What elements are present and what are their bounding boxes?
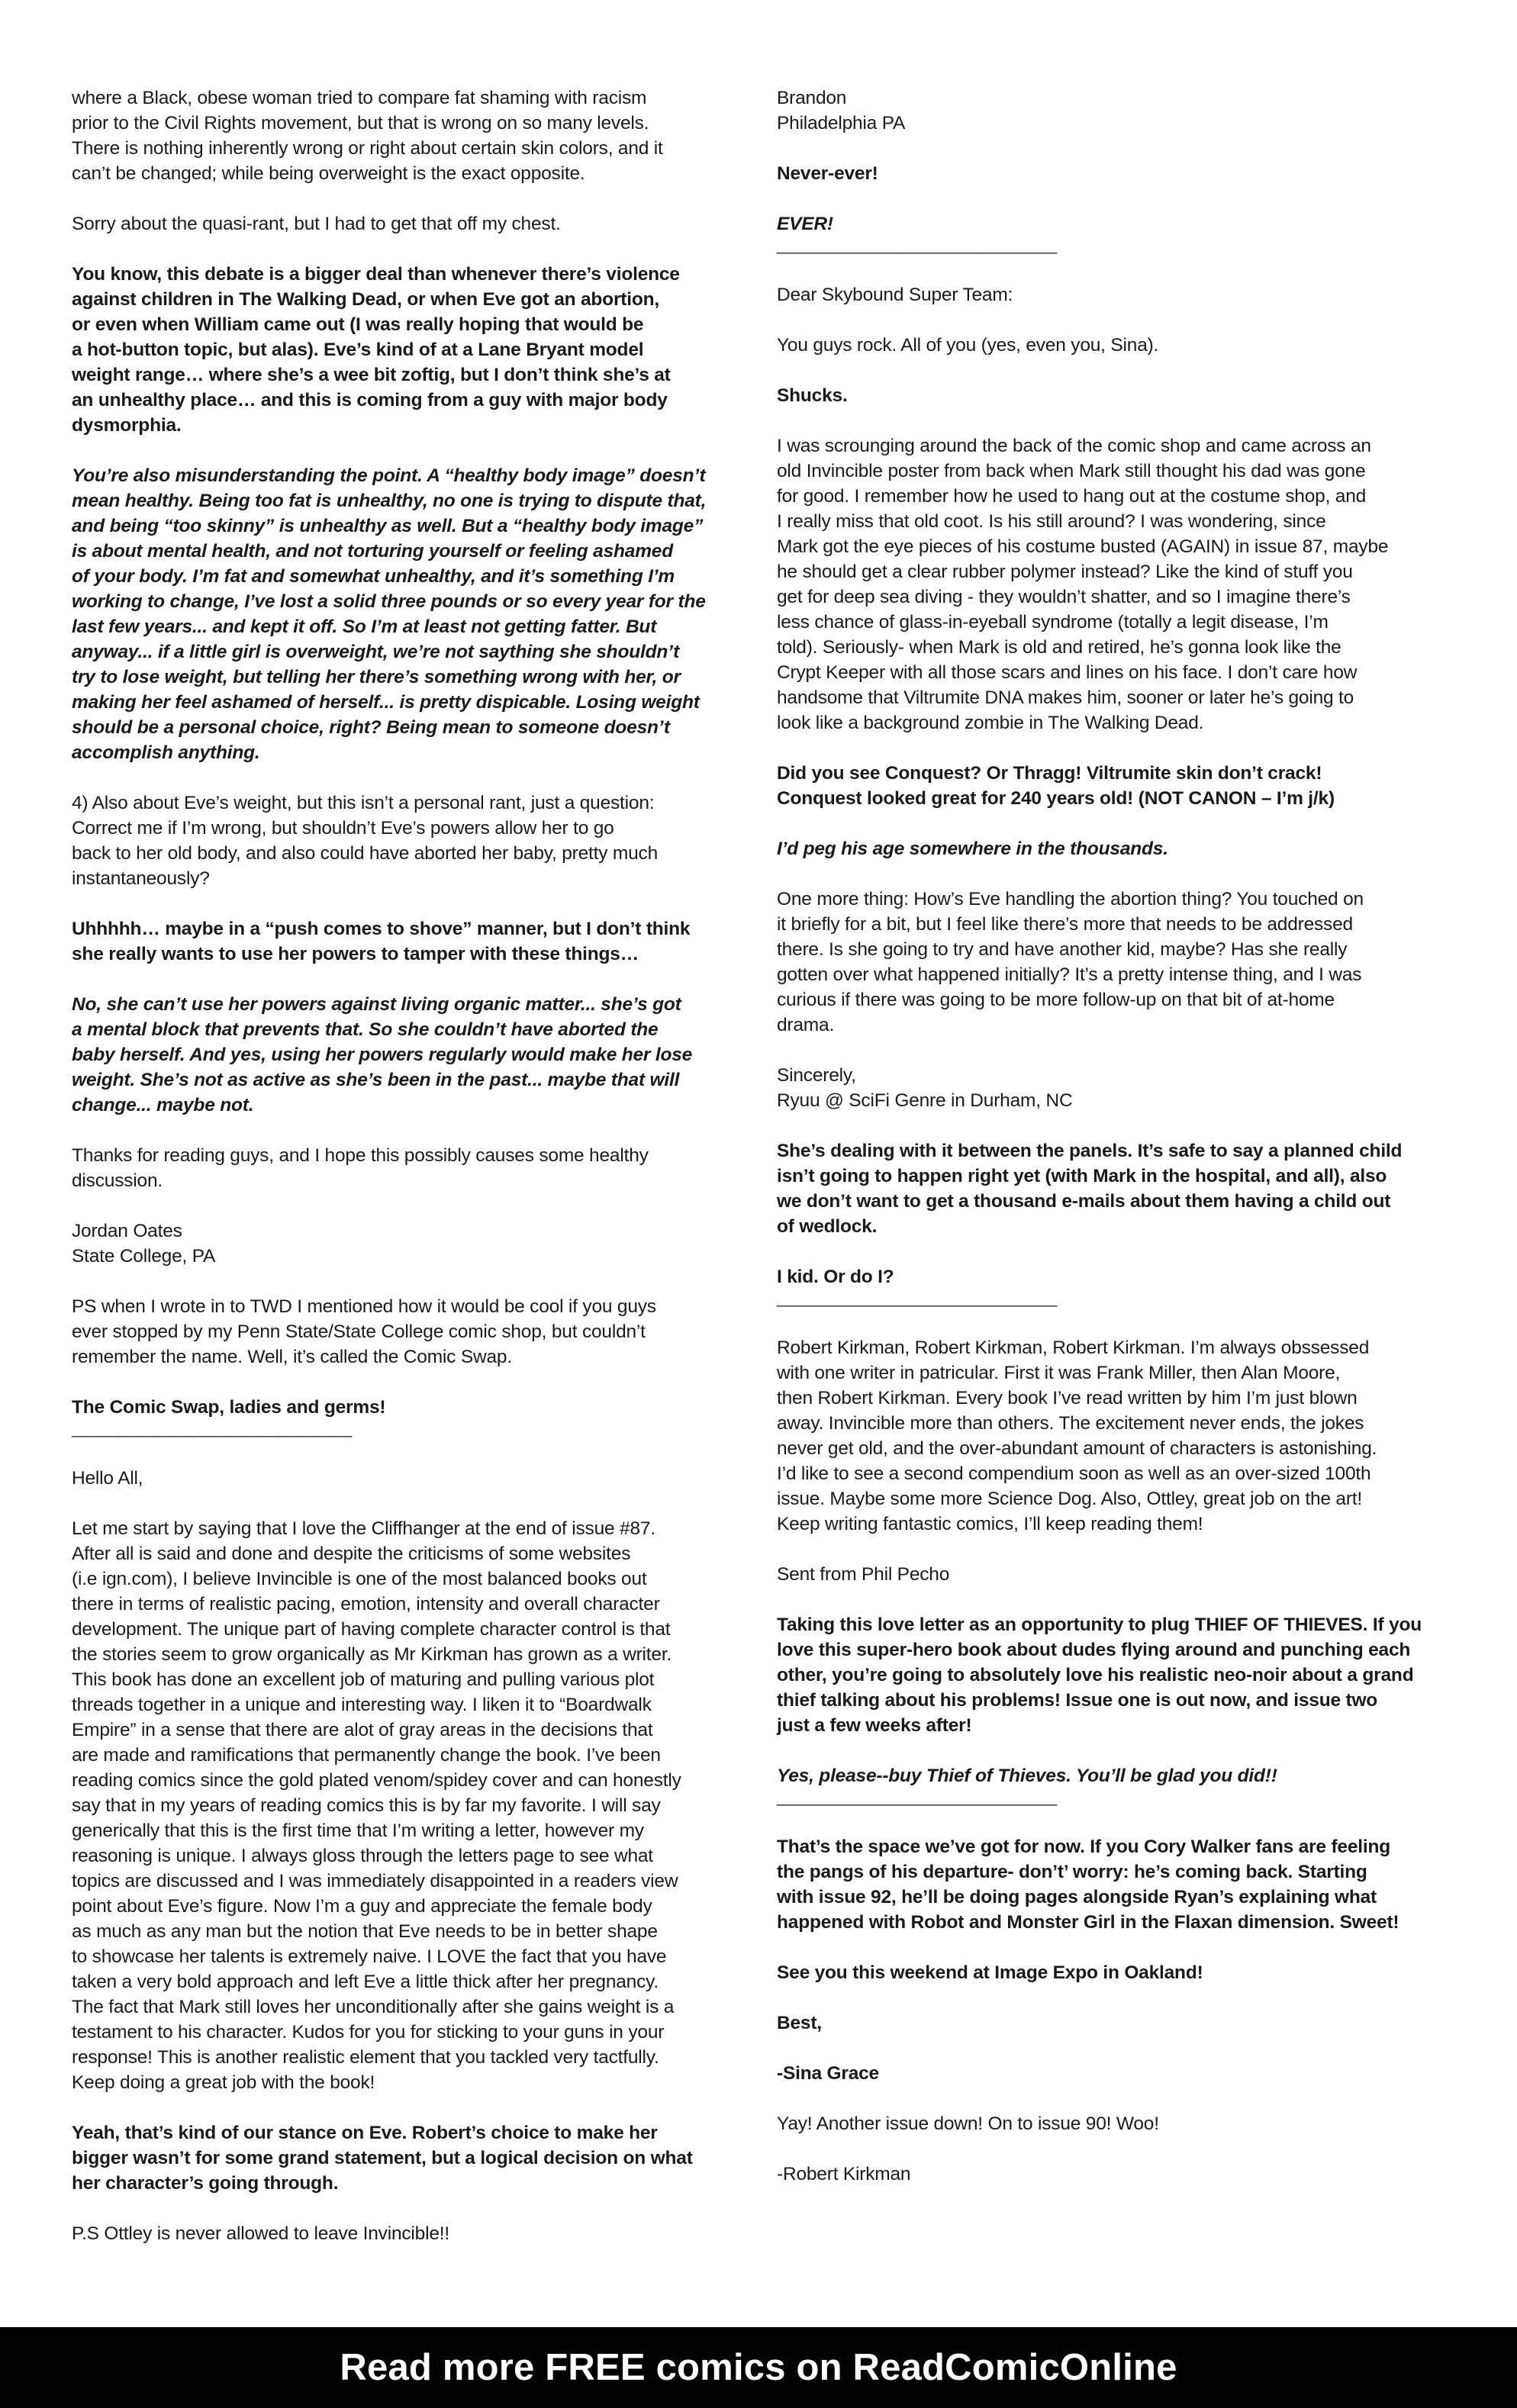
editor-reply-italic: EVER!: [777, 214, 833, 234]
closing-paragraph: Yay! Another issue down! On to issue 90! Woo!: [777, 2113, 1159, 2134]
letter-paragraph: Let me start by saying that I love the Cliffhanger at the end of issue #87. After all is said and done and despite the criticisms of some websites (i.e ign.com), I believe Invincible is one of the most balanced books out there in terms of realistic pacing, emotion, intensity and overall character development. The unique part of having complete character control is that the stories seem to grow organically as Mr Kirkman has grown as a writer. This book has done an excellent job of maturing and pulling various plot threads together in a unique and interesting way. I liken it to “Boardwalk Empire” in a sense that there are alot of gray areas in the decisions that are made and ramifications that permanently change the book. I’ve been reading comics since the gold plated venom/spidey cover and can honestly say that in my years of reading comics this is by far my favorite. I will say generically that this is the first time that I’m writing a letter, however my reasoning is unique. I always gloss through the letters page to see what topics are discussed and I was immediately disappointed in a readers view point about Eve’s figure. Now I’m a guy and appreciate the female body as much as any man but the notion that Eve needs to be in better shape to showcase her talents is extremely naive. I LOVE the fact that you have taken a very bold approach and left Eve a little thick after her pregnancy. The fact that Mark still loves her unconditionally after she gains weight is a testament to his character. Kudos for you for sticking to your guns in your response! This is another realistic element that you tackled very tactfully. Keep doing a great job with the book!: [72, 1518, 681, 2093]
letter-paragraph: Thanks for reading guys, and I hope this possibly causes some healthy discussion.: [72, 1145, 649, 1191]
letter-paragraph: Sorry about the quasi-rant, but I had to get that off my chest.: [72, 214, 561, 234]
editor-reply: Yeah, that’s kind of our stance on Eve. Robert’s choice to make her bigger wasn’t for some grand statement, but a logical decision on what her character’s going through.: [72, 2123, 693, 2194]
editor-reply: Shucks.: [777, 385, 848, 406]
letter-paragraph: PS when I wrote in to TWD I mentioned how it would be cool if you guys ever stopped by my Penn State/State College comic shop, but couldn’t remember the name. Well, it’s called the Comic Swap.: [72, 1296, 656, 1367]
editor-reply: She’s dealing with it between the panels. It’s safe to say a planned child isn’t going to happen right yet (with Mark in the hospital, and all), also we don’t want to get a thousand e-mails about them having a child out of wedlock.: [777, 1141, 1403, 1237]
editor-reply: Never-ever!: [777, 163, 878, 184]
editor-reply-italic: Yes, please--buy Thief of Thieves. You’ll be glad you did!!: [777, 1766, 1277, 1786]
letter-signature: Jordan Oates State College, PA: [72, 1221, 216, 1267]
editor-reply: Uhhhhh… maybe in a “push comes to shove” manner, but I don’t think she really wants to use her powers to tamper with these things…: [72, 919, 691, 964]
editor-reply: You know, this debate is a bigger deal than whenever there’s violence against children in The Walking Dead, or when Eve got an abortion, or even when William came out (I was really hoping that would be a hot-button topic, but alas). Eve’s kind of at a Lane Bryant model weight range… where she’s a wee bit zoftig, but I don’t think she’s at an unhealthy place… and this is coming from a guy with major body dysmorphia.: [72, 264, 680, 436]
letter-greeting: Dear Skybound Super Team:: [777, 285, 1013, 305]
letter-divider: ______________________________: [777, 1288, 1058, 1307]
editor-reply-italic: I’d peg his age somewhere in the thousands.: [777, 839, 1168, 859]
editor-reply: Did you see Conquest? Or Thragg! Viltrumite skin don’t crack! Conquest looked great for 240 years old! (NOT CANON – I’m j/k): [777, 763, 1335, 809]
letter-paragraph: P.S Ottley is never allowed to leave Invincible!!: [72, 2223, 449, 2244]
closing-paragraph: Best,: [777, 2013, 822, 2033]
editor-reply: Taking this love letter as an opportunity to plug THIEF OF THIEVES. If you love this super-hero book about dudes flying around and punching each other, you’re going to absolutely love his realistic neo-noir about a grand thief talking about his problems! Issue one is out now, and issue two just a few weeks after!: [777, 1614, 1422, 1736]
letter-signature: Sent from Phil Pecho: [777, 1564, 950, 1585]
letter-divider: ______________________________: [72, 1418, 353, 1437]
closing-signature: -Robert Kirkman: [777, 2164, 911, 2184]
letter-paragraph: You guys rock. All of you (yes, even you, Sina).: [777, 335, 1159, 356]
editor-reply: The Comic Swap, ladies and germs!: [72, 1397, 386, 1418]
letter-divider: ______________________________: [777, 1787, 1058, 1806]
letter-paragraph: where a Black, obese woman tried to compare fat shaming with racism prior to the Civil Rights movement, but that is wrong on so many levels. There is nothing inherently wrong or right about certain skin colors, and it can’t be changed; while being overweight is the exact opposite.: [72, 88, 663, 184]
footer-banner[interactable]: [0, 2327, 1517, 2408]
footer-banner-text[interactable]: Read more FREE comics on ReadComicOnline: [340, 2347, 1177, 2388]
left-column: [72, 85, 743, 2271]
letter-signature: Brandon Philadelphia PA: [777, 88, 906, 134]
letter-paragraph: 4) Also about Eve’s weight, but this isn’t a personal rant, just a question: Correct me if I’m wrong, but shouldn’t Eve’s powers allow her to go back to her old body, and also could have aborted her baby, pretty much instantaneously?: [72, 793, 659, 889]
closing-paragraph: See you this weekend at Image Expo in Oakland!: [777, 1962, 1203, 1983]
letter-signature: Sincerely, Ryuu @ SciFi Genre in Durham, NC: [777, 1065, 1073, 1111]
right-column: [777, 85, 1448, 2212]
closing-signature: -Sina Grace: [777, 2063, 879, 2084]
letter-paragraph: One more thing: How’s Eve handling the abortion thing? You touched on it briefly for a bit, but I feel like there’s more that needs to be addressed there. Is she going to try and have another kid, maybe? Has she really gotten over what happened initially? It’s a pretty intense thing, and I was curious if there was going to be more follow-up on that bit of at-home drama.: [777, 889, 1364, 1035]
letter-paragraph: Robert Kirkman, Robert Kirkman, Robert Kirkman. I’m always obssessed with one writer in patricular. First it was Frank Miller, then Alan Moore, then Robert Kirkman. Every book I’ve read written by him I’m just blown away. Invincible more than others. The excitement never ends, the jokes never get old, and the over-abundant amount of characters is astonishing. I’d like to see a second compendium soon as well as an over-sized 100th issue. Maybe some more Science Dog. Also, Ottley, great job on the art! Keep writing fantastic comics, I’ll keep reading them!: [777, 1338, 1377, 1534]
letter-paragraph: I was scrounging around the back of the comic shop and came across an old Invincible poster from back when Mark still thought his dad was gone for good. I remember how he used to hang out at the costume shop, and I really miss that old coot. Is his still around? I was wondering, since Mark got the eye pieces of his costume busted (AGAIN) in issue 87, maybe he should get a clear rubber polymer instead? Like the kind of stuff you get for deep sea diving - they wouldn’t shatter, and so I imagine there’s less chance of glass-in-eyeball syndrome (totally a legit disease, I’m told). Seriously- when Mark is old and retired, he’s gonna look like the Crypt Keeper with all those scars and lines on his face. I don’t care how handsome that Viltrumite DNA makes him, sooner or later he’s going to look like a background zombie in The Walking Dead.: [777, 436, 1389, 733]
editor-reply: I kid. Or do I?: [777, 1267, 894, 1287]
closing-paragraph: That’s the space we’ve got for now. If you Cory Walker fans are feeling the pangs of his departure- don’t’ worry: he’s coming back. Starting with issue 92, he’ll be doing pages alongside Ryan’s explaining what happened with Robot and Monster Girl in the Flaxan dimension. Sweet!: [777, 1837, 1399, 1933]
editor-reply-italic: You’re also misunderstanding the point. A “healthy body image” doesn’t mean healthy. Being too fat is unhealthy, no one is trying to dispute that, and being “too skinny” is unhealthy as well. But a “healthy body image” is about mental health, and not torturing yourself or feeling ashamed of your body. I’m fat and somewhat unhealthy, and it’s something I’m working to change, I’ve lost a solid three pounds or so every year for the last few years... and kept it off. So I’m at least not getting fatter. But anyway... if a little girl is overweight, we’re not saything she shouldn’t try to lose weight, but telling her there’s something wrong with her, or making her feel ashamed of herself... is pretty dispicable. Losing weight should be a personal choice, right? Being mean to someone doesn’t accomplish anything.: [72, 465, 707, 763]
letter-greeting: Hello All,: [72, 1468, 143, 1489]
editor-reply-italic: No, she can’t use her powers against living organic matter... she’s got a mental block that prevents that. So she couldn’t have aborted the baby herself. And yes, using her powers regularly would make her lose weight. She’s not as active as she’s been in the past... maybe that will change... maybe not.: [72, 994, 693, 1115]
letter-divider: ______________________________: [777, 235, 1058, 254]
